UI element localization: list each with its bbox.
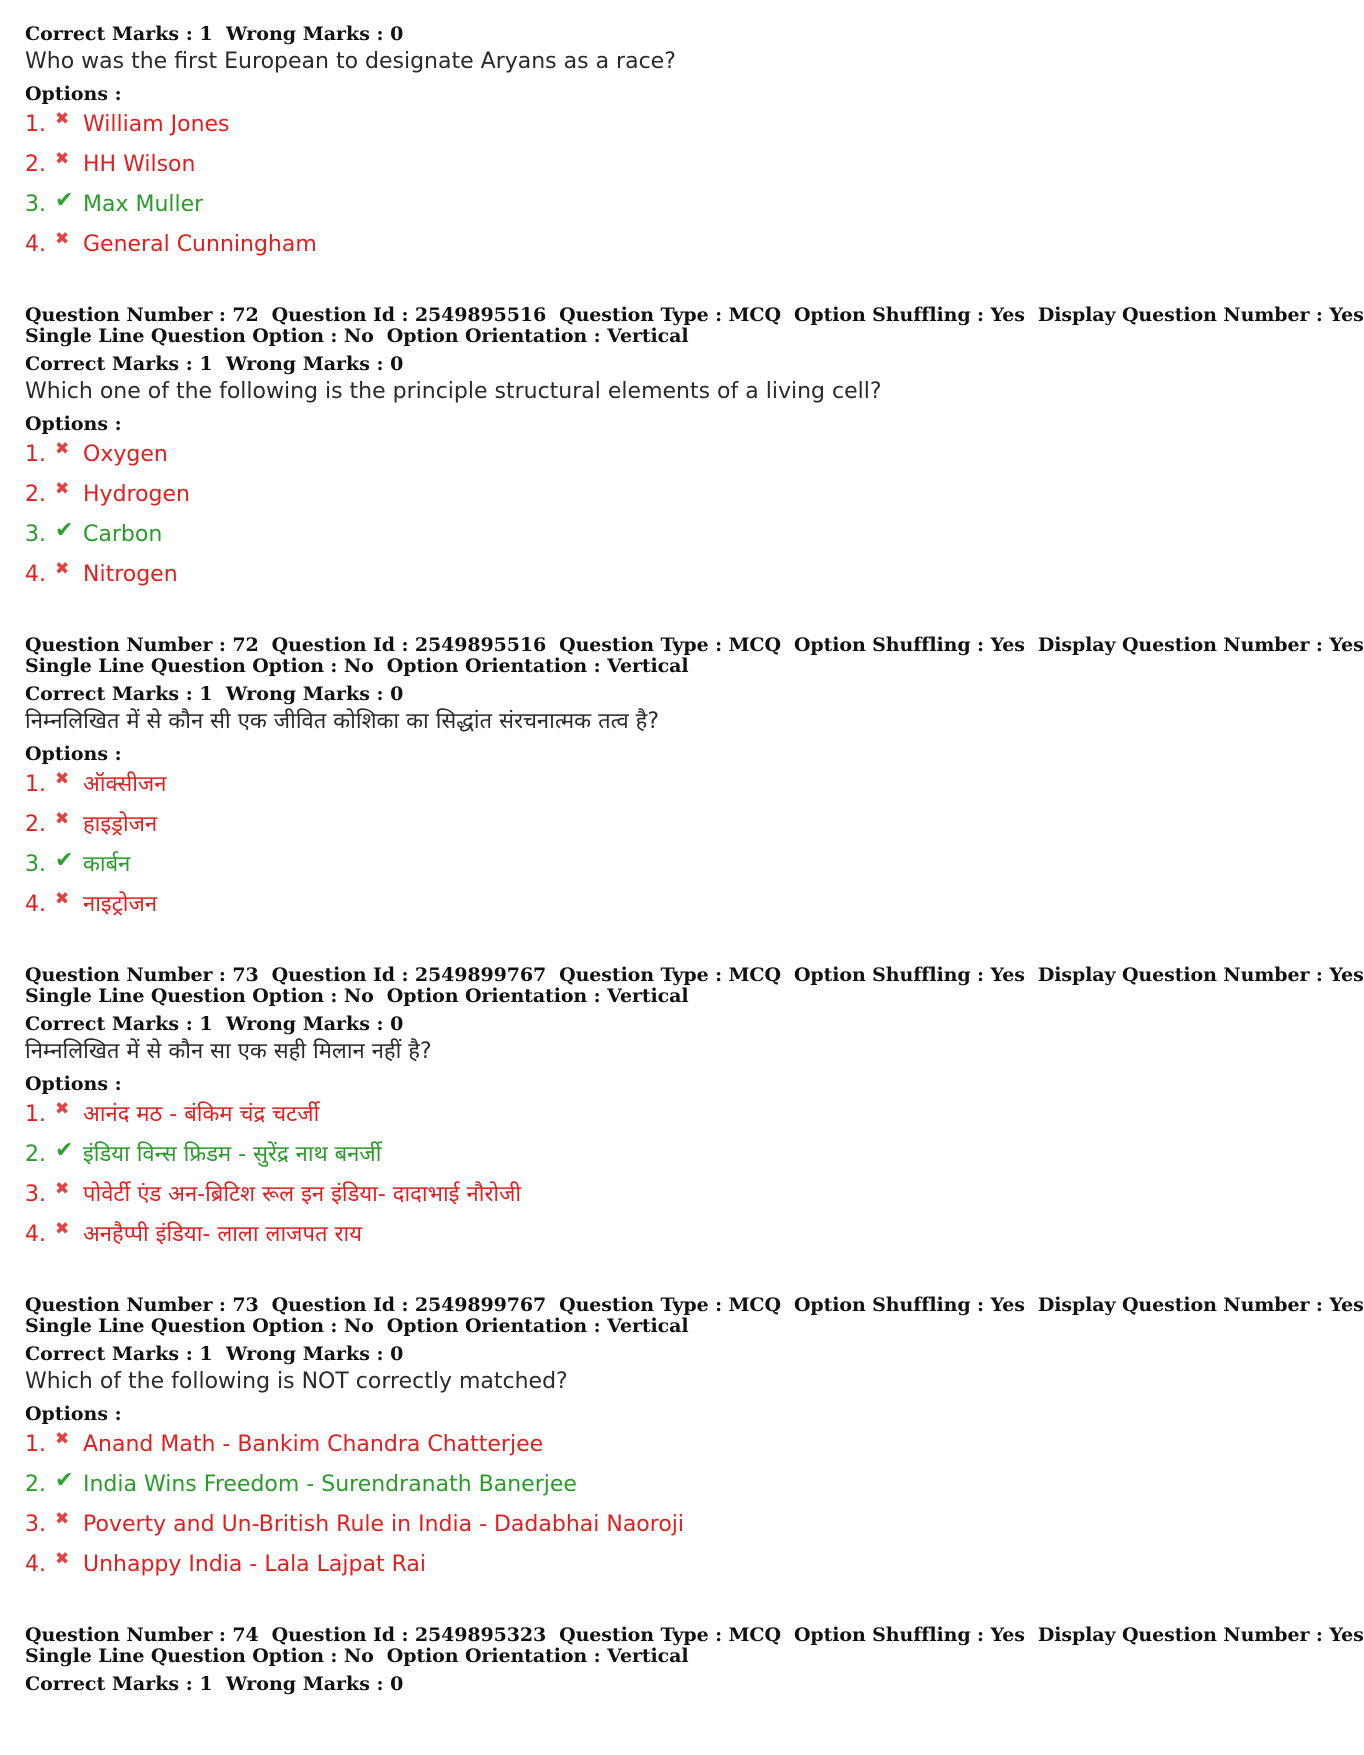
option-text: Carbon <box>83 522 163 547</box>
option-text: आनंद मठ - बंकिम चंद्र चटर्जी <box>83 1102 320 1127</box>
option-number: 1. <box>25 442 46 467</box>
wrong-marks-value: 0 <box>390 1343 404 1365</box>
option-item <box>25 1469 1215 1509</box>
option-text: कार्बन <box>83 852 131 877</box>
wrong-marks-value: 0 <box>390 683 404 705</box>
option-number: 3. <box>25 852 46 877</box>
option-number: 4. <box>25 232 46 257</box>
single-line-label: Single Line Question Option : <box>25 655 338 677</box>
check-icon: ✔ <box>55 518 74 543</box>
marks-line <box>25 684 1215 705</box>
option-item <box>25 1219 1215 1259</box>
wrong-marks-label: Wrong Marks : <box>225 353 384 375</box>
orientation-value: Vertical <box>607 1645 689 1667</box>
check-icon: ✔ <box>55 188 74 213</box>
correct-marks-label: Correct Marks : <box>25 1673 193 1695</box>
question-block-q4 <box>25 1294 1364 1589</box>
options-label: Options : <box>25 83 122 105</box>
option-item <box>25 1429 1215 1469</box>
question-meta-line-1 <box>25 1294 1364 1316</box>
cross-icon: ✖ <box>55 149 70 169</box>
option-item <box>25 889 1215 929</box>
option-number: 2. <box>25 1472 46 1497</box>
question-id-value: 2549899767 <box>414 964 547 986</box>
question-block-q5 <box>25 1624 1364 1695</box>
option-number: 1. <box>25 112 46 137</box>
option-item <box>25 849 1215 889</box>
correct-marks-value: 1 <box>199 1343 213 1365</box>
display-question-number-value: Yes <box>1329 304 1364 326</box>
option-text: India Wins Freedom - Surendranath Banerjee <box>83 1472 577 1497</box>
correct-marks-label: Correct Marks : <box>25 1013 193 1035</box>
options-label: Options : <box>25 1403 122 1425</box>
marks-line <box>25 354 1215 375</box>
display-question-number-label: Display Question Number : <box>1037 634 1323 656</box>
correct-marks-value: 1 <box>199 353 213 375</box>
question-meta-line-1 <box>25 964 1364 986</box>
orientation-value: Vertical <box>607 655 689 677</box>
question-type-label: Question Type : <box>559 1624 722 1646</box>
option-text: HH Wilson <box>83 152 196 177</box>
marks-line <box>25 24 1215 45</box>
option-shuffling-value: Yes <box>990 1624 1025 1646</box>
option-shuffling-label: Option Shuffling : <box>793 1624 984 1646</box>
cross-icon: ✖ <box>55 109 70 129</box>
option-item <box>25 559 1215 599</box>
option-item <box>25 1179 1215 1219</box>
option-item <box>25 109 1215 149</box>
single-line-label: Single Line Question Option : <box>25 985 338 1007</box>
options-label: Options : <box>25 413 122 435</box>
question-type-value: MCQ <box>728 1624 781 1646</box>
orientation-label: Option Orientation : <box>386 1645 601 1667</box>
wrong-marks-value: 0 <box>390 23 404 45</box>
question-text: निम्नलिखित में से कौन सी एक जीवित कोशिका का सिद्धांत संरचनात्मक तत्व है? <box>25 709 660 734</box>
option-number: 4. <box>25 1552 46 1577</box>
option-shuffling-value: Yes <box>990 964 1025 986</box>
question-meta-line-2 <box>25 986 1215 1007</box>
question-number-label: Question Number : <box>25 634 226 656</box>
orientation-label: Option Orientation : <box>386 655 601 677</box>
cross-icon: ✖ <box>55 559 70 579</box>
wrong-marks-label: Wrong Marks : <box>225 1673 384 1695</box>
option-shuffling-value: Yes <box>990 634 1025 656</box>
question-type-label: Question Type : <box>559 634 722 656</box>
question-meta-line-2 <box>25 326 1215 347</box>
correct-marks-value: 1 <box>199 1013 213 1035</box>
display-question-number-label: Display Question Number : <box>1037 964 1323 986</box>
question-type-value: MCQ <box>728 304 781 326</box>
cross-icon: ✖ <box>55 769 70 789</box>
question-text: Who was the first European to designate Aryans as a race? <box>25 49 676 74</box>
option-item <box>25 479 1215 519</box>
question-id-label: Question Id : <box>271 1294 409 1316</box>
question-id-value: 2549895516 <box>414 304 547 326</box>
option-item <box>25 519 1215 559</box>
cross-icon: ✖ <box>55 229 70 249</box>
question-text: Which one of the following is the principle structural elements of a living cell? <box>25 379 882 404</box>
option-text: पोवेर्टी एंड अन-ब्रिटिश रूल इन इंडिया- दादाभाई नौरोजी <box>83 1182 522 1207</box>
single-line-label: Single Line Question Option : <box>25 325 338 347</box>
question-type-label: Question Type : <box>559 964 722 986</box>
option-item <box>25 189 1215 229</box>
option-text: इंडिया विन्स फ्रिडम - सुरेंद्र नाथ बनर्जी <box>83 1142 382 1167</box>
question-paper <box>25 23 1364 1695</box>
single-line-value: No <box>343 655 374 677</box>
single-line-value: No <box>343 325 374 347</box>
correct-marks-label: Correct Marks : <box>25 1343 193 1365</box>
orientation-value: Vertical <box>607 1315 689 1337</box>
question-block-q2 <box>25 634 1364 929</box>
display-question-number-label: Display Question Number : <box>1037 304 1323 326</box>
option-text: नाइट्रोजन <box>83 892 158 917</box>
option-item <box>25 1099 1215 1139</box>
cross-icon: ✖ <box>55 439 70 459</box>
question-block-q3 <box>25 964 1364 1259</box>
cross-icon: ✖ <box>55 1429 70 1449</box>
orientation-value: Vertical <box>607 985 689 1007</box>
question-id-value: 2549895323 <box>414 1624 547 1646</box>
cross-icon: ✖ <box>55 479 70 499</box>
option-item <box>25 1509 1215 1549</box>
cross-icon: ✖ <box>55 1509 70 1529</box>
option-item <box>25 809 1215 849</box>
option-text: Max Muller <box>83 192 204 217</box>
question-meta-line-2 <box>25 1316 1215 1337</box>
single-line-value: No <box>343 1315 374 1337</box>
question-meta-line-1 <box>25 1624 1364 1646</box>
question-id-label: Question Id : <box>271 634 409 656</box>
option-shuffling-value: Yes <box>990 304 1025 326</box>
question-meta-line-2 <box>25 1646 1215 1667</box>
option-number: 3. <box>25 1512 46 1537</box>
option-text: Unhappy India - Lala Lajpat Rai <box>83 1552 426 1577</box>
correct-marks-value: 1 <box>199 1673 213 1695</box>
display-question-number-label: Display Question Number : <box>1037 1294 1323 1316</box>
question-meta-line-1 <box>25 304 1364 326</box>
option-number: 2. <box>25 1142 46 1167</box>
single-line-value: No <box>343 985 374 1007</box>
option-number: 2. <box>25 482 46 507</box>
option-text: Hydrogen <box>83 482 190 507</box>
question-id-label: Question Id : <box>271 964 409 986</box>
option-number: 3. <box>25 192 46 217</box>
option-text: General Cunningham <box>83 232 317 257</box>
option-number: 3. <box>25 522 46 547</box>
question-block-q1 <box>25 304 1364 599</box>
option-number: 2. <box>25 812 46 837</box>
question-id-value: 2549899767 <box>414 1294 547 1316</box>
correct-marks-label: Correct Marks : <box>25 353 193 375</box>
correct-marks-label: Correct Marks : <box>25 23 193 45</box>
options-list <box>25 1099 1215 1259</box>
wrong-marks-value: 0 <box>390 1013 404 1035</box>
question-number-value: 73 <box>232 1294 259 1316</box>
single-line-label: Single Line Question Option : <box>25 1315 338 1337</box>
cross-icon: ✖ <box>55 1179 70 1199</box>
option-item <box>25 1139 1215 1179</box>
wrong-marks-label: Wrong Marks : <box>225 683 384 705</box>
option-text: हाइड्रोजन <box>83 812 158 837</box>
option-number: 1. <box>25 1432 46 1457</box>
question-id-label: Question Id : <box>271 1624 409 1646</box>
wrong-marks-value: 0 <box>390 353 404 375</box>
question-number-label: Question Number : <box>25 1294 226 1316</box>
option-item <box>25 769 1215 809</box>
option-text: अनहैप्पी इंडिया- लाला लाजपत राय <box>83 1222 362 1247</box>
cross-icon: ✖ <box>55 889 70 909</box>
question-number-value: 72 <box>232 304 259 326</box>
option-shuffling-label: Option Shuffling : <box>793 304 984 326</box>
option-number: 4. <box>25 1222 46 1247</box>
orientation-label: Option Orientation : <box>386 985 601 1007</box>
option-number: 3. <box>25 1182 46 1207</box>
question-id-label: Question Id : <box>271 304 409 326</box>
option-text: Poverty and Un-British Rule in India - Dadabhai Naoroji <box>83 1512 685 1537</box>
display-question-number-value: Yes <box>1329 964 1364 986</box>
orientation-label: Option Orientation : <box>386 325 601 347</box>
wrong-marks-label: Wrong Marks : <box>225 23 384 45</box>
question-number-value: 73 <box>232 964 259 986</box>
option-text: Anand Math - Bankim Chandra Chatterjee <box>83 1432 544 1457</box>
option-shuffling-value: Yes <box>990 1294 1025 1316</box>
question-type-label: Question Type : <box>559 304 722 326</box>
question-type-value: MCQ <box>728 964 781 986</box>
question-type-value: MCQ <box>728 634 781 656</box>
option-number: 1. <box>25 772 46 797</box>
options-label: Options : <box>25 743 122 765</box>
options-label: Options : <box>25 1073 122 1095</box>
check-icon: ✔ <box>55 1468 74 1493</box>
question-number-label: Question Number : <box>25 304 226 326</box>
option-item <box>25 1549 1215 1589</box>
single-line-value: No <box>343 1645 374 1667</box>
correct-marks-value: 1 <box>199 23 213 45</box>
option-number: 4. <box>25 892 46 917</box>
question-block-q0 <box>25 24 1215 269</box>
display-question-number-value: Yes <box>1329 634 1364 656</box>
cross-icon: ✖ <box>55 1219 70 1239</box>
option-shuffling-label: Option Shuffling : <box>793 1294 984 1316</box>
question-number-label: Question Number : <box>25 1624 226 1646</box>
question-meta-line-2 <box>25 656 1215 677</box>
marks-line <box>25 1014 1215 1035</box>
option-item <box>25 439 1215 479</box>
question-text: Which of the following is NOT correctly matched? <box>25 1369 568 1394</box>
single-line-label: Single Line Question Option : <box>25 1645 338 1667</box>
wrong-marks-label: Wrong Marks : <box>225 1343 384 1365</box>
check-icon: ✔ <box>55 1138 74 1163</box>
wrong-marks-label: Wrong Marks : <box>225 1013 384 1035</box>
cross-icon: ✖ <box>55 1549 70 1569</box>
display-question-number-value: Yes <box>1329 1624 1364 1646</box>
question-number-label: Question Number : <box>25 964 226 986</box>
option-shuffling-label: Option Shuffling : <box>793 634 984 656</box>
question-meta-line-1 <box>25 634 1364 656</box>
options-list <box>25 109 1215 269</box>
correct-marks-value: 1 <box>199 683 213 705</box>
options-list <box>25 1429 1215 1589</box>
question-type-value: MCQ <box>728 1294 781 1316</box>
question-number-value: 72 <box>232 634 259 656</box>
correct-marks-label: Correct Marks : <box>25 683 193 705</box>
option-text: Nitrogen <box>83 562 178 587</box>
check-icon: ✔ <box>55 848 74 873</box>
question-number-value: 74 <box>232 1624 259 1646</box>
option-number: 4. <box>25 562 46 587</box>
display-question-number-label: Display Question Number : <box>1037 1624 1323 1646</box>
option-item <box>25 229 1215 269</box>
option-number: 2. <box>25 152 46 177</box>
option-text: William Jones <box>83 112 230 137</box>
orientation-value: Vertical <box>607 325 689 347</box>
options-list <box>25 439 1215 599</box>
option-number: 1. <box>25 1102 46 1127</box>
question-id-value: 2549895516 <box>414 634 547 656</box>
wrong-marks-value: 0 <box>390 1673 404 1695</box>
options-list <box>25 769 1215 929</box>
option-text: Oxygen <box>83 442 168 467</box>
display-question-number-value: Yes <box>1329 1294 1364 1316</box>
orientation-label: Option Orientation : <box>386 1315 601 1337</box>
option-shuffling-label: Option Shuffling : <box>793 964 984 986</box>
option-text: ऑक्सीजन <box>83 772 167 797</box>
marks-line <box>25 1674 1215 1695</box>
question-type-label: Question Type : <box>559 1294 722 1316</box>
cross-icon: ✖ <box>55 1099 70 1119</box>
question-text: निम्नलिखित में से कौन सा एक सही मिलान नहीं है? <box>25 1039 432 1064</box>
marks-line <box>25 1344 1215 1365</box>
option-item <box>25 149 1215 189</box>
cross-icon: ✖ <box>55 809 70 829</box>
